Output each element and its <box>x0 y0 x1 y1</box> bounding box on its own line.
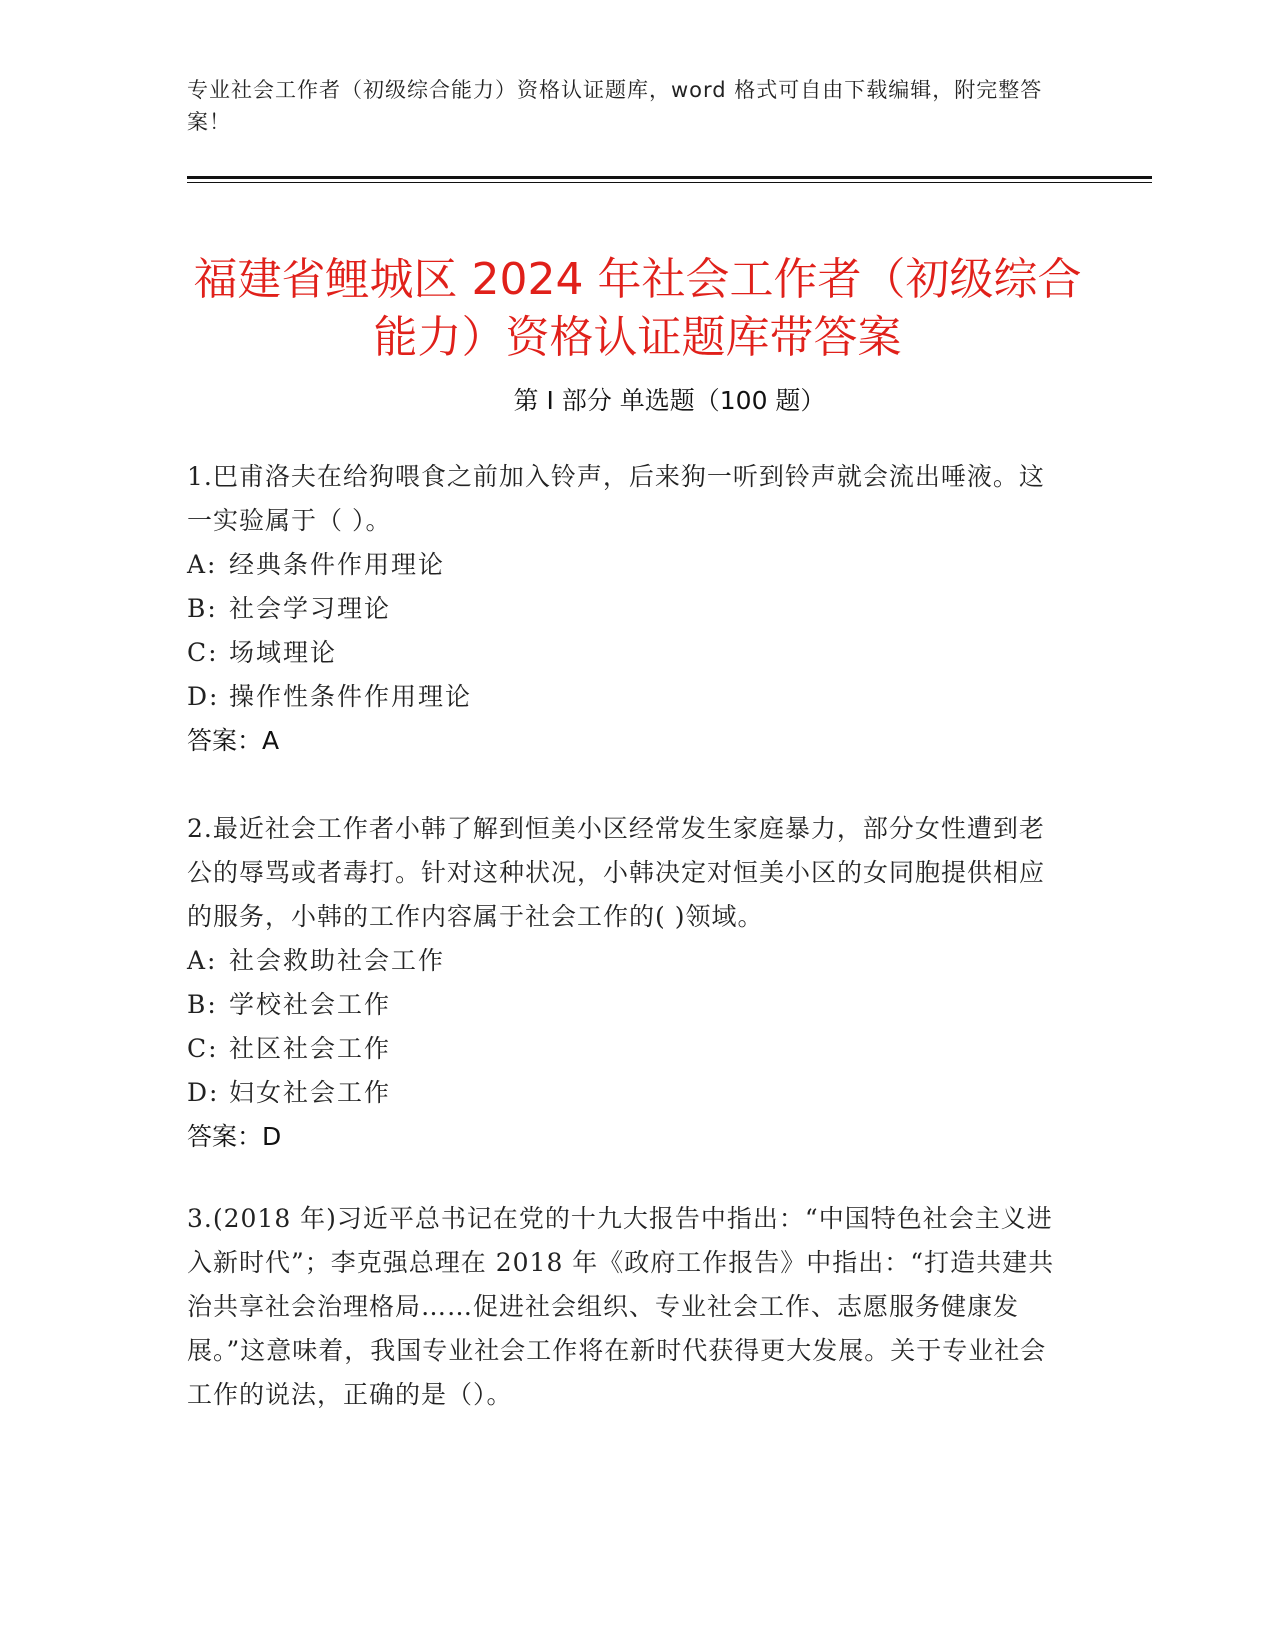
option-letter: D: <box>187 1078 220 1107</box>
option-text: 妇女社会工作 <box>229 1078 392 1107</box>
option-text: 社会学习理论 <box>229 594 392 623</box>
option-letter: B: <box>187 990 218 1019</box>
question-3 <box>187 1197 1067 1417</box>
question-2 <box>187 807 1067 1159</box>
option-letter: A: <box>187 550 218 579</box>
option-text: 社会救助社会工作 <box>229 946 446 975</box>
option-text: 社区社会工作 <box>229 1034 392 1063</box>
question-1 <box>187 455 1067 763</box>
header-divider-thick <box>187 176 1152 179</box>
page-header: 专业社会工作者（初级综合能力）资格认证题库，word 格式可自由下载编辑，附完整答案！ <box>187 78 1043 134</box>
option-d <box>187 1071 1067 1115</box>
question-stem: 1.巴甫洛夫在给狗喂食之前加入铃声，后来狗一听到铃声就会流出唾液。这一实验属于（ ）。 <box>187 462 1045 535</box>
option-text: 经典条件作用理论 <box>229 550 446 579</box>
option-letter: B: <box>187 594 218 623</box>
option-b <box>187 587 1067 631</box>
option-a <box>187 543 1067 587</box>
option-letter: C: <box>187 1034 219 1063</box>
answer: 答案：A <box>187 726 280 755</box>
option-c <box>187 1027 1067 1071</box>
question-stem: 3.(2018 年)习近平总书记在党的十九大报告中指出：“中国特色社会主义进入新时代”；李克强总理在 2018 年《政府工作报告》中指出：“打造共建共治共享社会治理格局……促进社会组织、专业社会工作、志愿服务健康发展。”这意味着，我国专业社会工作将在新时代获得更大发展。关于专业社会工作的说法，正确的是（）。 <box>187 1204 1055 1409</box>
option-b <box>187 983 1067 1027</box>
document-title: 福建省鲤城区 2024 年社会工作者（初级综合能力）资格认证题库带答案 <box>193 254 1082 364</box>
section-title: 第 I 部分 单选题（100 题） <box>513 386 826 415</box>
option-text: 操作性条件作用理论 <box>229 682 473 711</box>
answer: 答案：D <box>187 1122 282 1151</box>
option-text: 场域理论 <box>229 638 338 667</box>
option-text: 学校社会工作 <box>229 990 392 1019</box>
option-c <box>187 631 1067 675</box>
option-d <box>187 675 1067 719</box>
option-a <box>187 939 1067 983</box>
header-divider-thin <box>187 182 1152 183</box>
option-letter: C: <box>187 638 219 667</box>
option-letter: A: <box>187 946 218 975</box>
question-stem: 2.最近社会工作者小韩了解到恒美小区经常发生家庭暴力，部分女性遭到老公的辱骂或者毒打。针对这种状况，小韩决定对恒美小区的女同胞提供相应的服务，小韩的工作内容属于社会工作的( )领域。 <box>187 814 1046 931</box>
option-letter: D: <box>187 682 220 711</box>
